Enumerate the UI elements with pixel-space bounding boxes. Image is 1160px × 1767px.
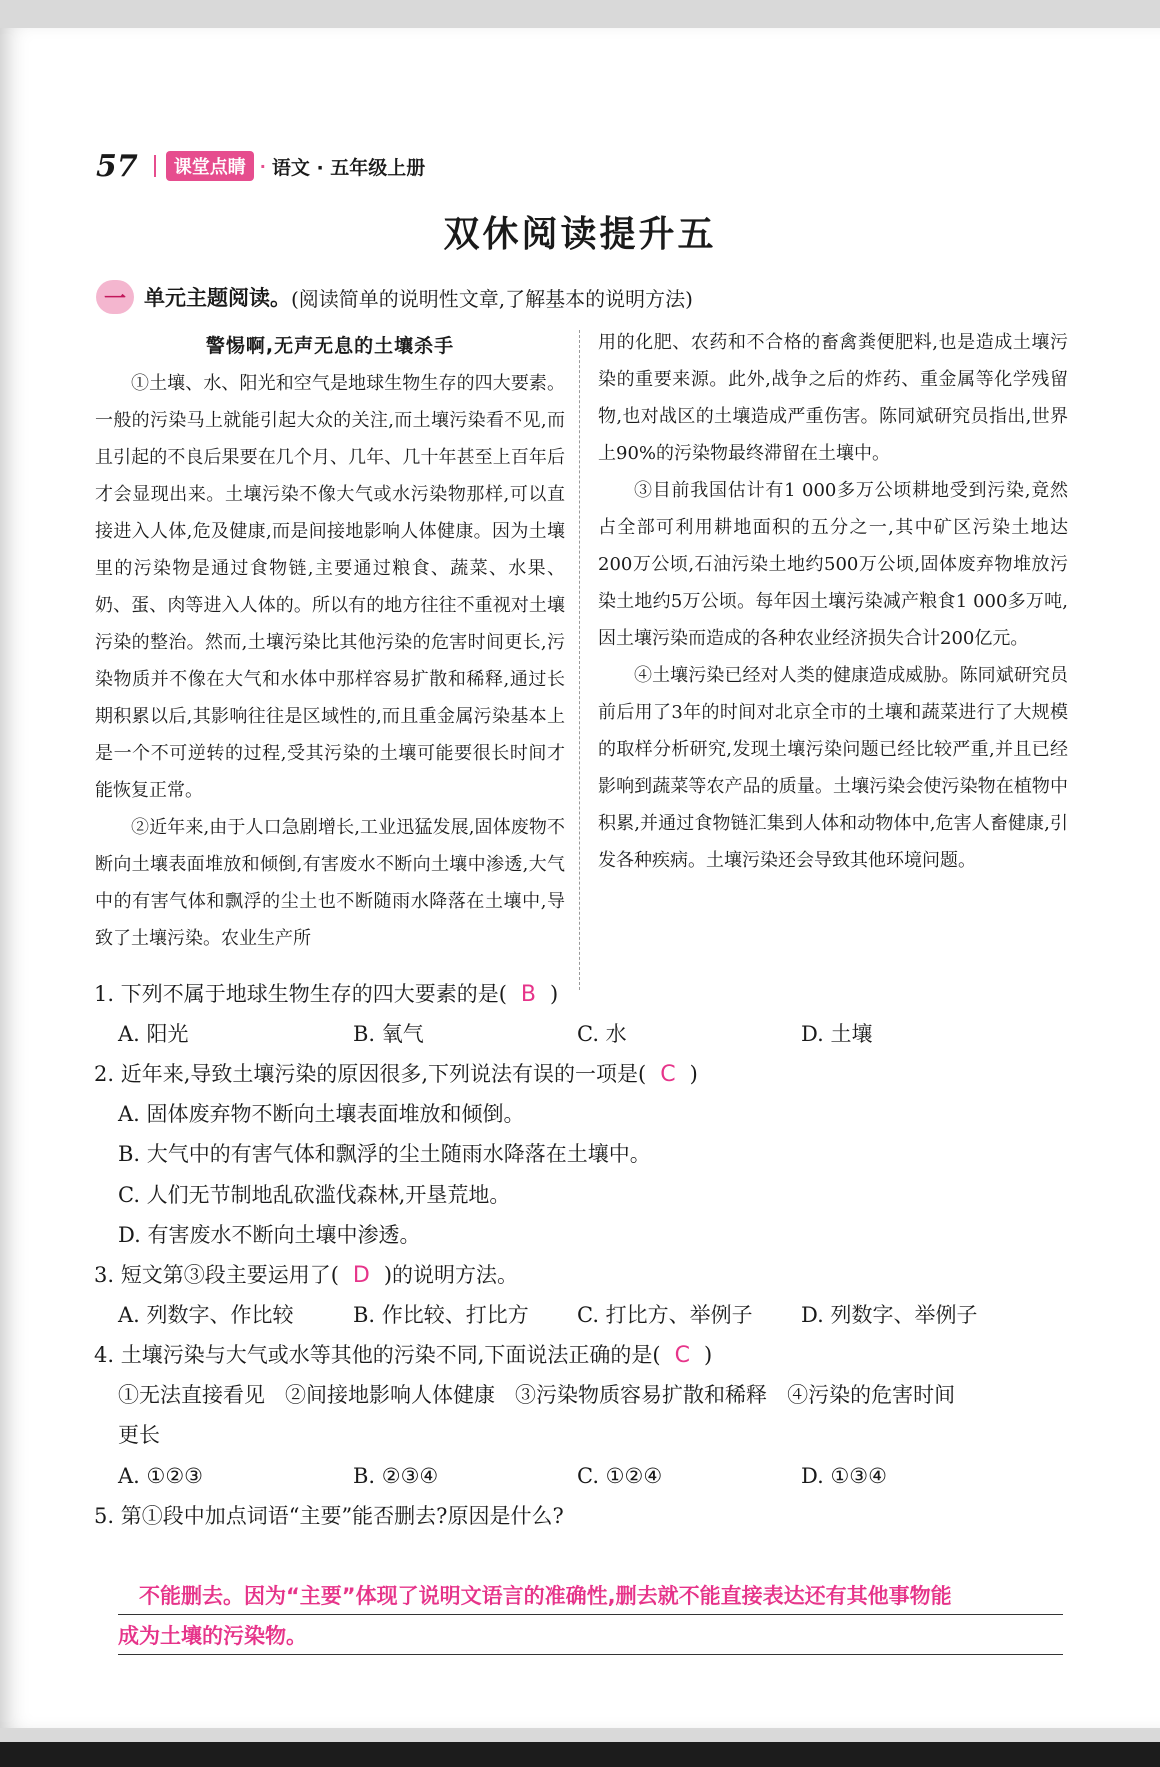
question-2 bbox=[94, 1060, 698, 1089]
header-dot: · bbox=[259, 156, 266, 176]
article-left-column bbox=[95, 328, 565, 957]
q4-option-a: A. ①②③ bbox=[118, 1464, 203, 1488]
article-paragraph-3: ③目前我国估计有1 000多万公顷耕地受到污染,竟然占全部可利用耕地面积的五分之一,其中矿区污染土地达200万公顷,石油污染土地约500万公顷,固体废弃物堆放污染土地约5万公顷。每年因土壤污染减产粮食1 000多万吨,因土壤污染而造成的各种农业经济损失合计200亿元。 bbox=[598, 480, 1068, 649]
question-3-suffix: )的说明方法。 bbox=[383, 1263, 519, 1287]
q3-option-a: A. 列数字、作比较 bbox=[118, 1303, 294, 1327]
question-4-suffix: ) bbox=[703, 1343, 713, 1367]
page-number: 57 bbox=[96, 148, 138, 184]
section-number-badge: 一 bbox=[96, 280, 134, 314]
page-header bbox=[96, 146, 425, 186]
question-1-suffix: ) bbox=[550, 982, 559, 1006]
question-5-answer bbox=[118, 1576, 1063, 1656]
question-2-answer: C bbox=[660, 1062, 676, 1087]
question-2-text: 2. 近年来,导致土壤污染的原因很多,下列说法有误的一项是( bbox=[94, 1062, 647, 1086]
subject-label: 语文 · 五年级上册 bbox=[271, 156, 426, 179]
q3-option-b: B. 作比较、打比方 bbox=[353, 1303, 529, 1327]
section-note: (阅读简单的说明性文章,了解基本的说明方法) bbox=[291, 286, 693, 311]
article-paragraph-4: ④土壤污染已经对人类的健康造成威胁。陈同斌研究员前后用了3年的时间对北京全市的土壤和蔬菜进行了大规模的取样分析研究,发现土壤污染问题已经比较严重,并且已经影响到蔬菜等农产品的质量。土壤污染会使污染物在植物中积累,并通过食物链汇集到人体和动物体中,危害人畜健康,引发各种疾病。土壤污染还会导致其他环境问题。 bbox=[598, 665, 1068, 871]
question-4-text: 4. 土壤污染与大气或水等其他的污染不同,下面说法正确的是( bbox=[94, 1343, 661, 1367]
bottom-bar bbox=[0, 1742, 1160, 1767]
article-paragraph-1: ①土壤、水、阳光和空气是地球生物生存的四大要素。一般的污染马上就能引起大众的关注,而土壤污染看不见,而且引起的不良后果要在几个月、几年、几十年甚至上百年后才会显现出来。土壤污染不像大气或水污染物那样,可以直接进入人体,危及健康,而是间接地影响人体健康。因为土壤里的污染物是通过食物链,主要通过粮食、蔬菜、水果、奶、蛋、肉等进入人体的。所以有的地方往往不重视对土壤污染的整治。然而,土壤污染比其他污染的危害时间更长,污染物质并不像在大气和水体中那样容易扩散和稀释,通过长期积累以后,其影响往往是区域性的,而且重金属污染基本上是一个不可逆转的过程,受其污染的土壤可能要很长时间才能恢复正常。 bbox=[95, 373, 565, 801]
page-title: 双休阅读提升五 bbox=[443, 214, 717, 255]
q2-option-d: D. 有害废水不断向土壤中渗透。 bbox=[118, 1223, 421, 1247]
question-3-answer: D bbox=[352, 1263, 370, 1288]
question-4-answer: C bbox=[674, 1343, 690, 1368]
q1-option-b: B. 氧气 bbox=[353, 1022, 424, 1046]
q5-answer-line2: 成为土壤的污染物。 bbox=[118, 1624, 307, 1648]
question-1 bbox=[94, 980, 558, 1009]
article-paragraph-2: ②近年来,由于人口急剧增长,工业迅猛发展,固体废物不断向土壤表面堆放和倾倒,有害废水不断向土壤中渗透,大气中的有害气体和飘浮的尘土也不断随雨水降落在土壤中,导致了土壤污染。农业生产所 bbox=[95, 817, 565, 949]
question-5: 5. 第①段中加点词语“主要”能否删去?原因是什么? bbox=[94, 1504, 564, 1528]
question-4 bbox=[94, 1341, 712, 1370]
question-3-text: 3. 短文第③段主要运用了( bbox=[94, 1263, 339, 1287]
answer-underline-2 bbox=[118, 1654, 1063, 1655]
q3-option-d: D. 列数字、举例子 bbox=[801, 1303, 978, 1327]
q1-option-a: A. 阳光 bbox=[118, 1022, 189, 1046]
q2-option-a: A. 固体废弃物不断向土壤表面堆放和倾倒。 bbox=[118, 1102, 525, 1126]
column-divider bbox=[579, 330, 580, 990]
page-sheet bbox=[0, 28, 1160, 1728]
question-1-text: 1. 下列不属于地球生物生存的四大要素的是( bbox=[94, 982, 507, 1006]
question-2-suffix: ) bbox=[689, 1062, 698, 1086]
question-3 bbox=[94, 1261, 518, 1290]
section-title: 单元主题阅读。 bbox=[144, 286, 291, 310]
q4-option-b: B. ②③④ bbox=[353, 1464, 439, 1488]
q3-option-c: C. 打比方、举例子 bbox=[577, 1303, 753, 1327]
article-paragraph-2-continued: 用的化肥、农药和不合格的畜禽粪便肥料,也是造成土壤污染的重要来源。此外,战争之后的炸药、重金属等化学残留物,也对战区的土壤造成严重伤害。陈同斌研究员指出,世界上90%的污染物最终滞留在土壤中。 bbox=[598, 332, 1068, 464]
q4-option-d: D. ①③④ bbox=[801, 1464, 887, 1488]
header-divider bbox=[154, 155, 156, 177]
article-right-column bbox=[598, 324, 1068, 879]
section-heading bbox=[96, 280, 693, 314]
question-1-answer: B bbox=[520, 982, 536, 1007]
q2-option-c: C. 人们无节制地乱砍滥伐森林,开垦荒地。 bbox=[118, 1183, 511, 1207]
q1-option-c: C. 水 bbox=[577, 1022, 627, 1046]
q4-statements-line2: 更长 bbox=[118, 1423, 160, 1447]
brand-badge: 课堂点睛 bbox=[166, 151, 254, 181]
article-title: 警惕啊,无声无息的土壤杀手 bbox=[205, 335, 455, 357]
q1-option-d: D. 土壤 bbox=[801, 1022, 873, 1046]
q4-option-c: C. ①②④ bbox=[577, 1464, 663, 1488]
q4-statements-line1: ①无法直接看见 ②间接地影响人体健康 ③污染物质容易扩散和稀释 ④污染的危害时间 bbox=[118, 1383, 956, 1407]
q5-answer-line1: 不能删去。因为“主要”体现了说明文语言的准确性,删去就不能直接表达还有其他事物能 bbox=[139, 1584, 952, 1608]
answer-underline-1 bbox=[118, 1614, 1063, 1615]
q2-option-b: B. 大气中的有害气体和飘浮的尘土随雨水降落在土壤中。 bbox=[118, 1142, 651, 1166]
